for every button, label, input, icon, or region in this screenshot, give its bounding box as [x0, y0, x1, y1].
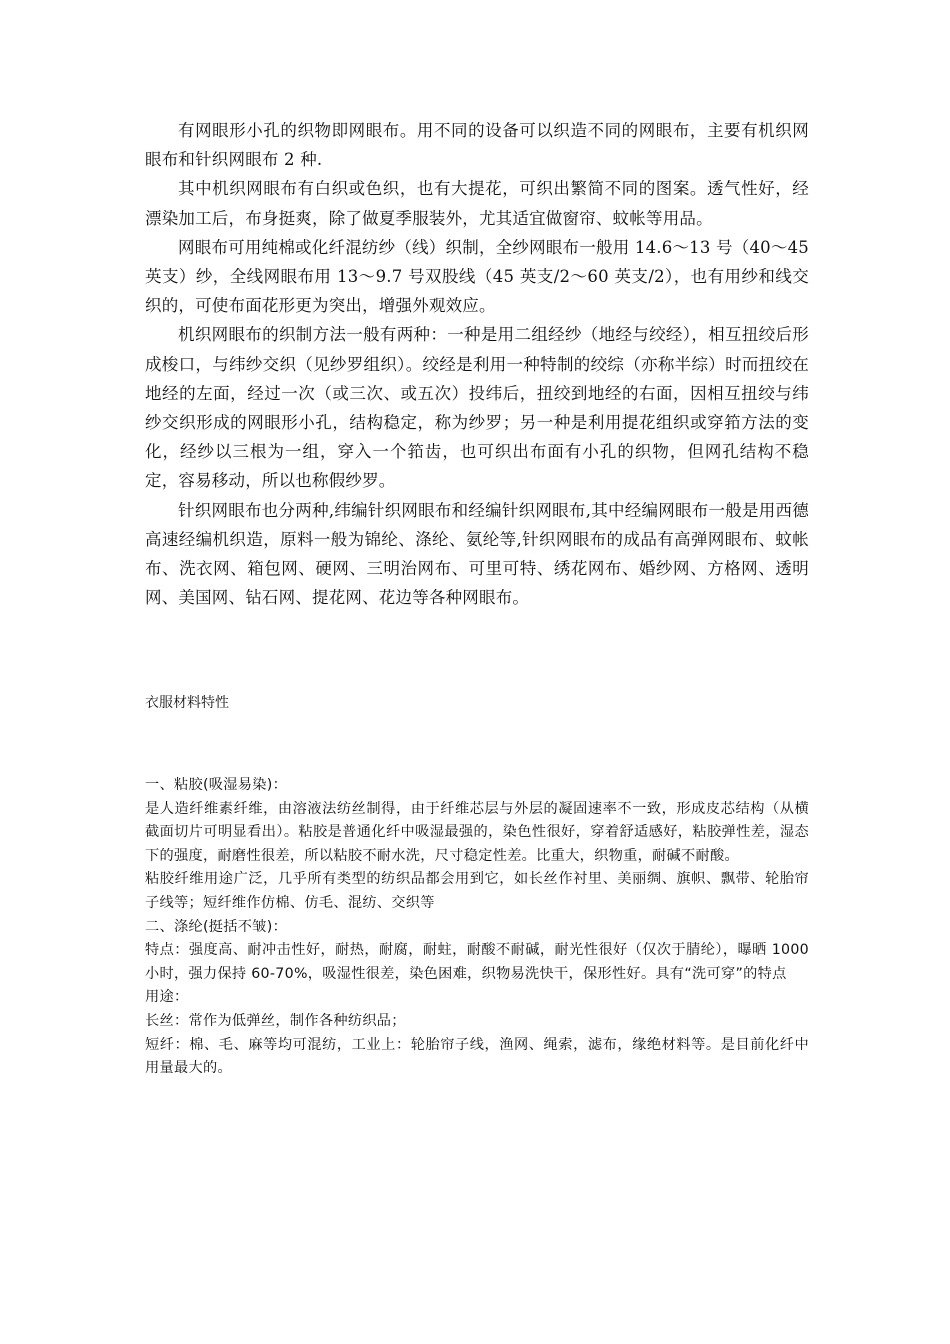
polyester-uses-label: 用途：	[145, 989, 189, 1006]
polyester-staple: 短纤：棉、毛、麻等均可混纺，工业上：轮胎帘子线，渔网、绳索，滤布，缘绝材料等。是目前化纤中用量最大的。	[145, 1036, 809, 1077]
viscose-heading: 一、粘胶(吸湿易染)：	[145, 777, 288, 793]
viscose-description: 是人造纤维素纤维，由溶液法纺丝制得，由于纤维芯层与外层的凝固速率不一致，形成皮芯结构（从横截面切片可明显看出）。粘胶是普通化纤中吸湿最强的，染色性很好，穿着舒适感好，粘胶弹性差，湿态下的强度，耐磨性很差，所以粘胶不耐水洗，尺寸稳定性差。比重大，织物重，耐碱不耐酸。	[145, 800, 809, 864]
mesh-fabric-section	[145, 116, 809, 612]
polyester-filament: 长丝：常作为低弹丝，制作各种纺织品；	[145, 1012, 406, 1029]
paragraph: 其中机织网眼布有白织或色织，也有大提花，可织出繁简不同的图案。透气性好，经漂染加工后，布身挺爽，除了做夏季服装外，尤其适宜做窗帘、蚊帐等用品。	[145, 179, 809, 228]
polyester-heading: 二、涤纶(挺括不皱)：	[145, 918, 288, 935]
paragraph: 有网眼形小孔的织物即网眼布。用不同的设备可以织造不同的网眼布，主要有机织网眼布和针织网眼布 2 种.	[145, 121, 809, 170]
polyester-features: 特点：强度高、耐冲击性好，耐热，耐腐，耐蛀，耐酸不耐碱，耐光性很好（仅次于腈纶），曝晒 1000 小时，强力保持 60-70%，吸湿性很差，染色困难，织物易洗快干，保形性好。具有“洗可穿”的特点	[145, 942, 809, 982]
paragraph: 网眼布可用纯棉或化纤混纺纱（线）织制，全纱网眼布一般用 14.6～13 号（40～45 英支）纱，全线网眼布用 13～9.7 号双股线（45 英支/2～60 英支/2），也有用纱和线交织的，可使布面花形更为突出，增强外观效应。	[145, 237, 809, 316]
paragraph: 针织网眼布也分两种,纬编针织网眼布和经编针织网眼布,其中经编网眼布一般是用西德高速经编机织造，原料一般为锦纶、涤纶、氨纶等,针织网眼布的成品有高弹网眼布、蚊帐布、洗衣网、箱包网、硬网、三明治网布、可里可特、绣花网布、婚纱网、方格网、透明网、美国网、钻石网、提花网、花边等各种网眼布。	[145, 500, 809, 608]
paragraph: 机织网眼布的织制方法一般有两种：一种是用二组经纱（地经与绞经），相互扭绞后形成梭口，与纬纱交织（见纱罗组织）。绞经是利用一种特制的绞综（亦称半综）时而扭绞在地经的左面，经过一次（或三次、或五次）投纬后，扭绞到地经的右面，因相互扭绞与纬纱交织形成的网眼形小孔，结构稳定，称为纱罗；另一种是利用提花组织或穿筘方法的变化，经纱以三根为一组，穿入一个筘齿，也可织出布面有小孔的织物，但网孔结构不稳定，容易移动，所以也称假纱罗。	[145, 325, 809, 491]
material-properties-section	[145, 774, 809, 1081]
viscose-uses: 粘胶纤维用途广泛，几乎所有类型的纺织品都会用到它，如长丝作衬里、美丽绸、旗帜、飘带、轮胎帘子线等；短纤维作仿棉、仿毛、混纺、交织等	[145, 871, 809, 911]
section-heading: 衣服材料特性	[145, 695, 229, 711]
